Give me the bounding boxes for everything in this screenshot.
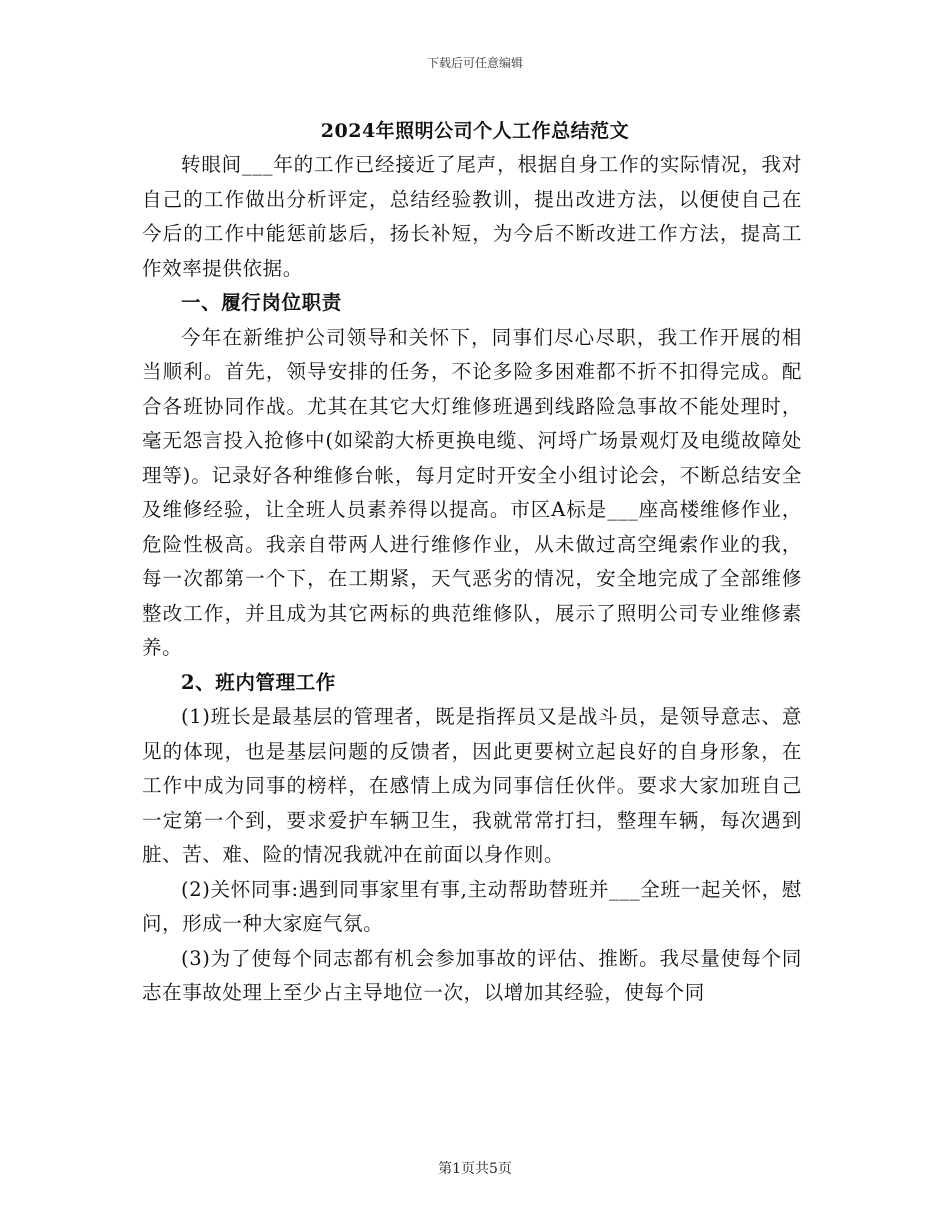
item-2-paragraph: (2)关怀同事:遇到同事家里有事,主动帮助替班并___全班一起关怀，慰问，形成一种大家庭气氛。: [142, 877, 802, 935]
intro-paragraph: 转眼间___年的工作已经接近了尾声，根据自身工作的实际情况，我对自己的工作做出分析评定，总结经验教训，提出改进方法，以便使自己在今后的工作中能惩前毖后，扬长补短，为今后不断改进工作方法，提高工作效率提供依据。: [142, 153, 802, 280]
item-3-paragraph: (3)为了使每个同志都有机会参加事故的评估、推断。我尽量使每个同志在事故处理上至少占主导地位一次，以增加其经验，使每个同: [142, 946, 802, 1004]
page-footer: 第1页共5页: [438, 1161, 512, 1177]
document-body: [142, 148, 802, 1011]
section-heading-2: 2、班内管理工作: [181, 670, 336, 694]
header-note: 下载后可任意编辑: [426, 56, 523, 70]
document-title: 2024年照明公司个人工作总结范文: [320, 120, 630, 142]
section-heading-1: 一、履行岗位职责: [181, 291, 342, 314]
section-1-paragraph: 今年在新维护公司领导和关怀下，同事们尽心尽职，我工作开展的相当顺利。首先，领导安排的任务，不论多险多困难都不折不扣得完成。配合各班协同作战。尤其在其它大灯维修班遇到线路险急事故不能处理时，毫无怨言投入抢修中(如梁韵大桥更换电缆、河埒广场景观灯及电缆故障处理等)。记录好各种维修台帐，每月定时开安全小组讨论会，不断总结安全及维修经验，让全班人员素养得以提高。市区A标是___座高楼维修作业，危险性极高。我亲自带两人进行维修作业，从未做过高空绳索作业的我，每一次都第一个下，在工期紧，天气恶劣的情况，安全地完成了全部维修整改工作，并且成为其它两标的典范维修队，展示了照明公司专业维修素养。: [142, 325, 802, 659]
item-1-paragraph: (1)班长是最基层的管理者，既是指挥员又是战斗员，是领导意志、意见的体现，也是基层问题的反馈者，因此更要树立起良好的自身形象，在工作中成为同事的榜样，在感情上成为同事信任伙伴。要求大家加班自己一定第一个到，要求爱护车辆卫生，我就常常打扫，整理车辆，每次遇到脏、苦、难、险的情况我就冲在前面以身作则。: [142, 705, 802, 866]
